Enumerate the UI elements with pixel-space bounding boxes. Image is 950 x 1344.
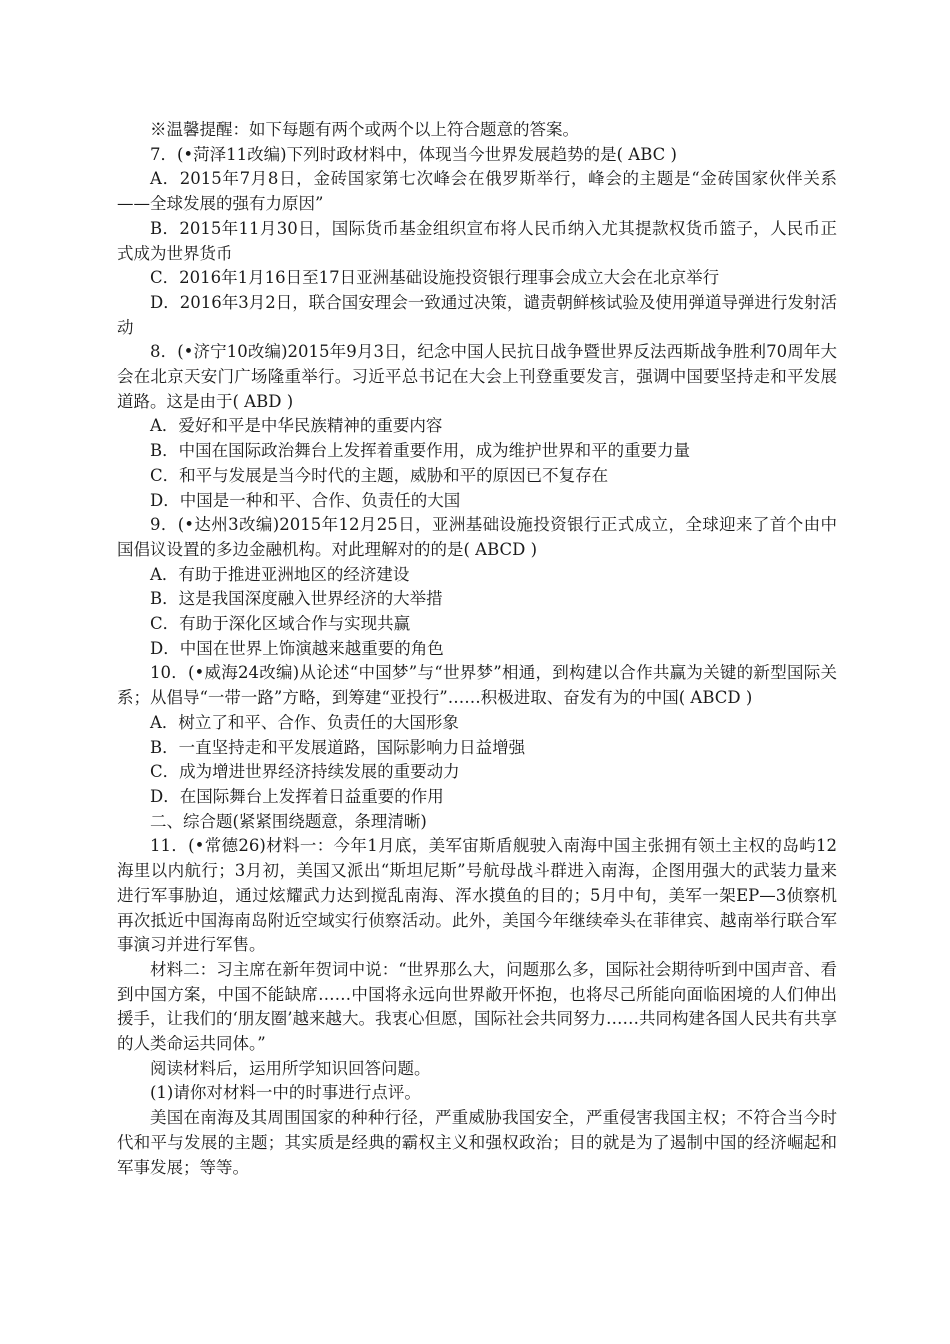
question-8-option-d: D．中国是一种和平、合作、负责任的大国 [150,490,461,510]
question-8-option-b: B．中国在国际政治舞台上发挥着重要作用，成为维护世界和平的重要力量 [150,441,691,461]
question-7-option-a: A．2015年7月8日，金砖国家第七次峰会在俄罗斯举行，峰会的主题是“金砖国家伙伴关系——全球发展的强有力原因” [117,169,837,214]
question-11-answer-1: 美国在南海及其周围国家的种种行径，严重威胁我国安全，严重侵害我国主权；不符合当今时代和平与发展的主题；其实质是经典的霸权主义和强权政治；目的就是为了遏制中国的经济崛起和军事发展；等等。 [117,1108,837,1177]
question-8-option-a: A．爱好和平是中华民族精神的重要内容 [150,416,443,436]
question-11-material-2: 材料二：习主席在新年贺词中说：“世界那么大，问题那么多，国际社会期待听到中国声音、看到中国方案，中国不能缺席……中国将永远向世界敞开怀抱，也将尽己所能向面临困境的人们伸出援手，让我们的‘朋友圈’越来越大。我衷心但愿，国际社会共同努力……共同构建各国人民共有共享的人类命运共同体。” [117,959,837,1054]
section-2-heading: 二、综合题(紧紧围绕题意，条理清晰) [150,811,427,831]
question-9-stem: 9．(•达州3改编)2015年12月25日，亚洲基础设施投资银行正式成立，全球迎来了首个由中国倡议设置的多边金融机构。对此理解对的的是( ABCD ) [117,515,837,559]
question-11-sub-1: (1)请你对材料一中的时事进行点评。 [150,1083,421,1103]
reminder-text: ※温馨提醒：如下每题有两个或两个以上符合题意的答案。 [150,120,579,139]
question-9-option-a: A．有助于推进亚洲地区的经济建设 [150,564,410,584]
question-10-stem: 10．(•威海24改编)从论述“中国梦”与“世界梦”相通，到构建以合作共赢为关键的新型国际关系；从倡导“一带一路”方略，到筹建“亚投行”……积极进取、奋发有为的中国( ABCD ) [117,663,837,708]
question-10-option-a: A．树立了和平、合作、负责任的大国形象 [150,712,459,732]
question-9-option-d: D．中国在世界上饰演越来越重要的角色 [150,638,444,658]
question-7-option-d: D．2016年3月2日，联合国安理会一致通过决策，谴责朝鲜核试验及使用弹道导弹进行发射活动 [117,292,837,337]
question-8-option-c: C．和平与发展是当今时代的主题，威胁和平的原因已不复存在 [150,465,609,485]
question-10-option-c: C．成为增进世界经济持续发展的重要动力 [150,762,460,782]
question-11-material-1: 11．(•常德26)材料一：今年1月底，美军宙斯盾舰驶入南海中国主张拥有领土主权的岛屿12海里以内航行；3月初，美国又派出“斯坦尼斯”号航母战斗群进入南海，企图用强大的武装力量来进行军事胁迫，通过炫耀武力达到搅乱南海、浑水摸鱼的目的；5月中旬，美军一架EP—3侦察机再次抵近中国海南岛附近空域实行侦察活动。此外，美国今年继续牵头在菲律宾、越南举行联合军事演习并进行军售。 [117,836,837,955]
question-9-option-b: B．这是我国深度融入世界经济的大举措 [150,589,443,609]
question-7-stem: 7．(•菏泽11改编)下列时政材料中，体现当今世界发展趋势的是( ABC ) [150,144,677,164]
question-7-option-b: B．2015年11月30日，国际货币基金组织宣布将人民币纳入尤其提款权货币篮子，人民币正式成为世界货币 [117,218,837,263]
question-8-stem: 8．(•济宁10改编)2015年9月3日，纪念中国人民抗日战争暨世界反法西斯战争胜利70周年大会在北京天安门广场隆重举行。习近平总书记在大会上刊登重要发言，强调中国要坚持走和平发展道路。这是由于( ABD ) [117,342,837,411]
question-10-option-d: D．在国际舞台上发挥着日益重要的作用 [150,786,444,806]
question-10-option-b: B．一直坚持走和平发展道路，国际影响力日益增强 [150,737,526,757]
question-11-instruction: 阅读材料后，运用所学知识回答问题。 [150,1058,431,1078]
question-9-option-c: C．有助于深化区域合作与实现共赢 [150,614,411,634]
document-body [117,118,837,1180]
question-7-option-c: C．2016年1月16日至17日亚洲基础设施投资银行理事会成立大会在北京举行 [150,268,720,288]
